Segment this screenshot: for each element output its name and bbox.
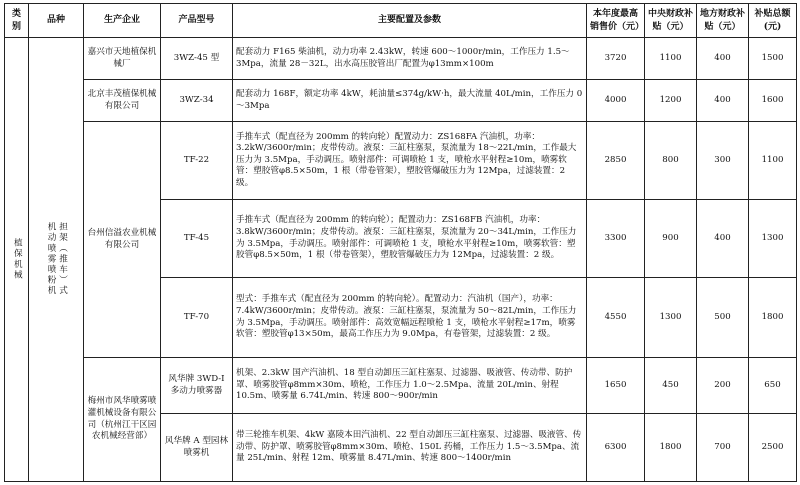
model-cell: TF-45	[161, 200, 233, 278]
model-cell: 风华牌 3WD-I 多动力喷雾器	[161, 358, 233, 414]
local-subsidy-cell: 400	[697, 200, 749, 278]
local-subsidy-cell: 400	[697, 80, 749, 122]
config-cell: 手推车式（配直径为 200mm 的转向轮）配置动力：ZS168FA 汽油机，功率：3.2kW/3600r/min；皮带传动。液泵：三缸柱塞泵，泵流量为 18～22L/min，工作最大压力为 3.5Mpa，手动调压。喷射部件：可调喷枪 1 支，喷枪水平射程≥10m，喷雾软管：塑胶管φ8.5×50m，1 根（带卷管架），塑胶管爆破压力为 12Mpa，过滤装置：2 级。	[233, 122, 587, 200]
manufacturer-cell: 嘉兴市天地植保机械厂	[84, 38, 161, 80]
subsidy-table	[4, 3, 797, 482]
header-central-subsidy: 中央财政补贴（元）	[645, 4, 697, 38]
model-cell: TF-22	[161, 122, 233, 200]
max-price-cell: 2850	[587, 122, 645, 200]
max-price-cell: 3300	[587, 200, 645, 278]
header-manufacturer: 生产企业	[84, 4, 161, 38]
header-max-price: 本年度最高销售价（元）	[587, 4, 645, 38]
max-price-cell: 4000	[587, 80, 645, 122]
model-cell: 风华牌 A 型园林喷雾机	[161, 414, 233, 482]
category-label: 植保机械	[12, 238, 23, 281]
total-subsidy-cell: 1300	[749, 200, 797, 278]
header-variety: 品种	[29, 4, 84, 38]
manufacturer-cell: 台州信溢农业机械有限公司	[84, 122, 161, 358]
total-subsidy-cell: 650	[749, 358, 797, 414]
central-subsidy-cell: 1300	[645, 278, 697, 358]
header-total-subsidy: 补贴总额(元)	[749, 4, 797, 38]
category-cell	[5, 38, 29, 482]
variety-cell	[29, 38, 84, 482]
max-price-cell: 3720	[587, 38, 645, 80]
header-row	[5, 4, 797, 38]
table-row	[5, 122, 797, 200]
table-row	[5, 80, 797, 122]
local-subsidy-cell: 300	[697, 122, 749, 200]
table-row	[5, 38, 797, 80]
local-subsidy-cell: 400	[697, 38, 749, 80]
max-price-cell: 6300	[587, 414, 645, 482]
header-local-subsidy: 地方财政补贴（元）	[697, 4, 749, 38]
total-subsidy-cell: 2500	[749, 414, 797, 482]
header-category: 类别	[5, 4, 29, 38]
central-subsidy-cell: 1100	[645, 38, 697, 80]
central-subsidy-cell: 1800	[645, 414, 697, 482]
header-model: 产品型号	[161, 4, 233, 38]
config-cell: 带三轮推车机架、4kW 嘉陵本田汽油机、22 型自动卸压三缸柱塞泵、过滤器、吸液管、传动带、防护罩、喷雾胶管φ8mm×30m、喷枪、150L 药桶，工作压力 1.5～3.5Mpa、流量 25L/min、射程 12m、喷雾量 8.47L/min、转速 800～1400r/min	[233, 414, 587, 482]
local-subsidy-cell: 700	[697, 414, 749, 482]
header-config: 主要配置及参数	[233, 4, 587, 38]
central-subsidy-cell: 1200	[645, 80, 697, 122]
config-cell: 型式：手推车式（配直径为 200mm 的转向轮）。配置动力：汽油机（国产），功率：7.4kW/3600r/min；皮带传动。液泵：三缸柱塞泵，泵流量为 50～82L/min，工作压力为 3.5Mpa，手动调压。喷射部件：高效宽幅远程喷枪 1 支，喷枪水平射程≥17m，喷雾软管：塑胶管φ13×50m，最高工作压力为 9.0Mpa，有卷管架，过滤装置：2 级。	[233, 278, 587, 358]
local-subsidy-cell: 500	[697, 278, 749, 358]
central-subsidy-cell: 450	[645, 358, 697, 414]
max-price-cell: 1650	[587, 358, 645, 414]
manufacturer-cell: 北京丰茂植保机械有限公司	[84, 80, 161, 122]
config-cell: 配套动力 168F，额定功率 4kW，耗油量≤374g/kW·h，最大流量 40L/min，工作压力 0～3Mpa	[233, 80, 587, 122]
total-subsidy-cell: 1100	[749, 122, 797, 200]
table-row	[5, 358, 797, 414]
total-subsidy-cell: 1800	[749, 278, 797, 358]
model-cell: 3WZ-34	[161, 80, 233, 122]
model-cell: TF-70	[161, 278, 233, 358]
config-cell: 配套动力 F165 柴油机，动力功率 2.43kW，转速 600～1000r/min，工作压力 1.5～3Mpa，流量 28－32L，出水高压胶管出厂配置为φ13mm×100m	[233, 38, 587, 80]
config-cell: 手推车式（配直径为 200mm 的转向轮）；配置动力：ZS168FB 汽油机，功率：3.8kW/3600r/min；皮带传动。液泵：三缸柱塞泵，泵流量为 20～34L/min，工作压力为 3.5Mpa，手动调压。喷射部件：可调喷枪 1 支，喷枪水平射程≥10m，喷雾软管：塑胶管φ8.5×50m，1 根（带卷管架），塑胶管爆破压力为 12Mpa，过滤装置：2 级。	[233, 200, 587, 278]
config-cell: 机架、2.3kW 国产汽油机、18 型自动卸压三缸柱塞泵、过滤器、吸液管、传动带、防护罩、喷雾胶管φ8mm×30m、喷枪，工作压力 1.0～2.5Mpa、流量 20L/min、射程 10.5m、喷雾量 6.74L/min、转速 800～900r/min	[233, 358, 587, 414]
total-subsidy-cell: 1500	[749, 38, 797, 80]
manufacturer-cell: 梅州市风华喷雾喷灌机械设备有限公司（杭州江干区园农机械经营部）	[84, 358, 161, 482]
total-subsidy-cell: 1600	[749, 80, 797, 122]
max-price-cell: 4550	[587, 278, 645, 358]
local-subsidy-cell: 200	[697, 358, 749, 414]
variety-label: 担架（推车）式机动喷雾喷粉机	[46, 222, 68, 297]
central-subsidy-cell: 900	[645, 200, 697, 278]
central-subsidy-cell: 800	[645, 122, 697, 200]
model-cell: 3WZ-45 型	[161, 38, 233, 80]
